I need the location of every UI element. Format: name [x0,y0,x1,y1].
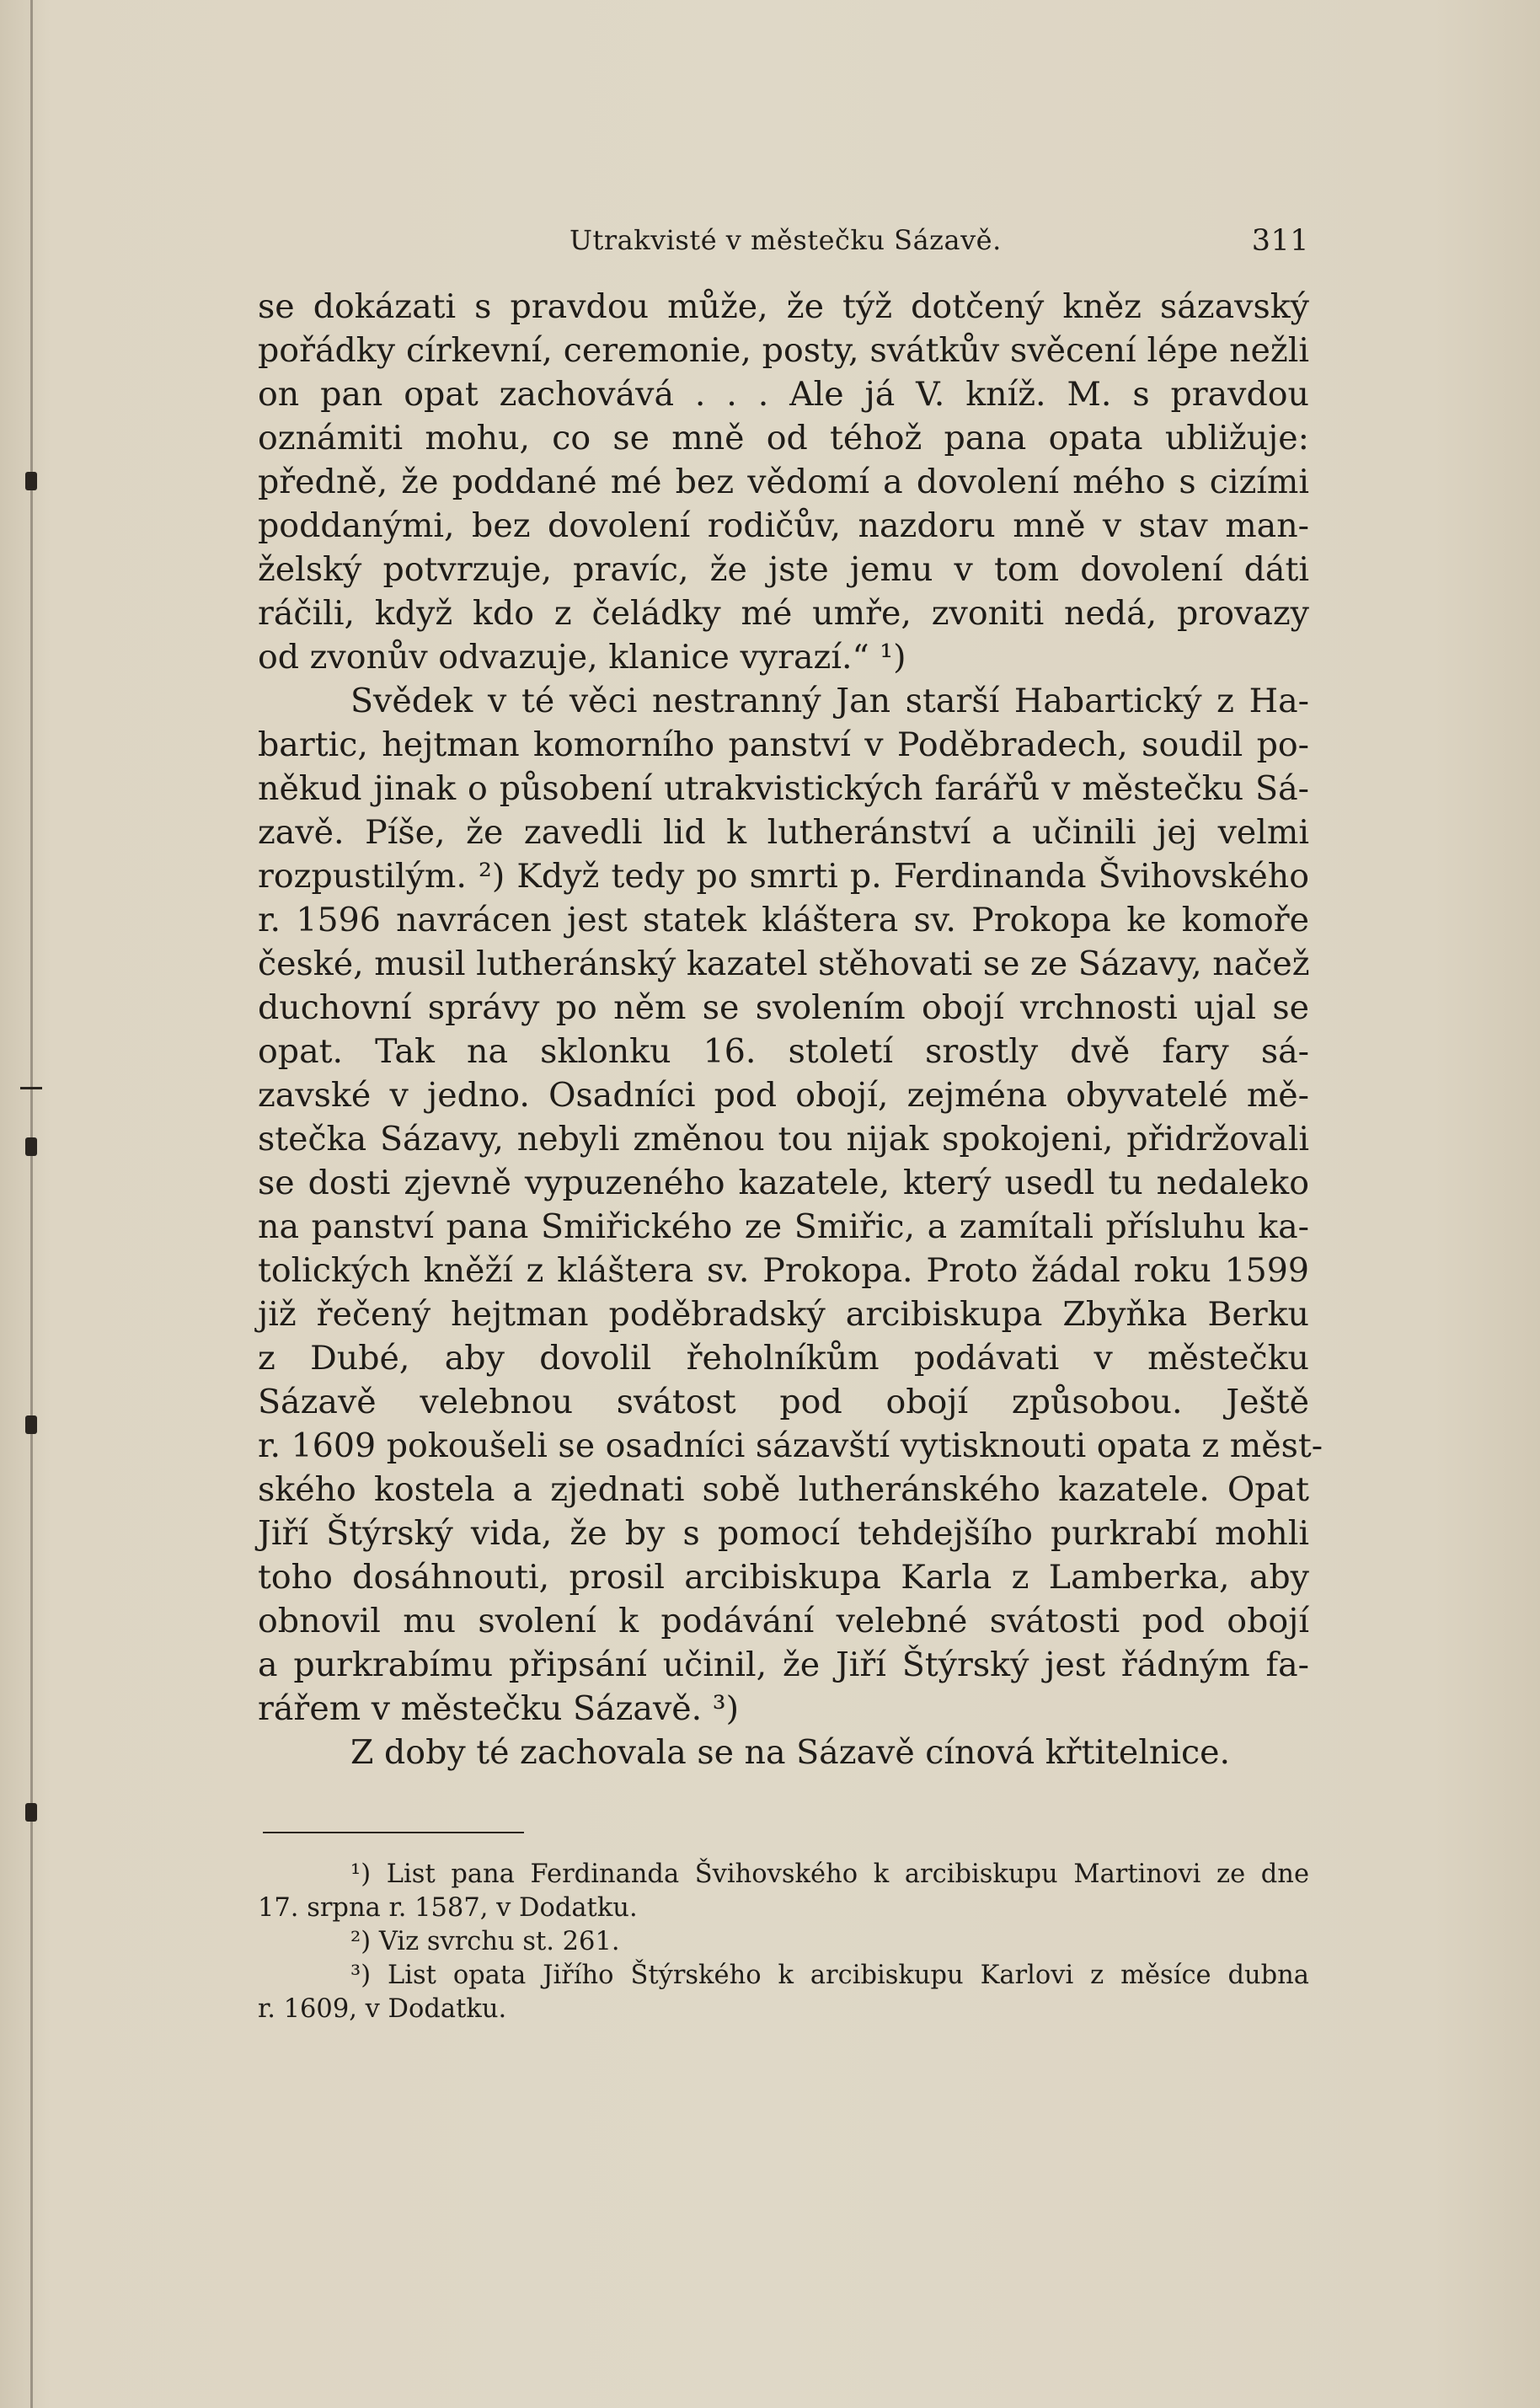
footnotes [258,1858,1309,2026]
text-line: r. 1596 navrácen jest statek kláštera sv. Prokopa ke komoře [258,901,1309,939]
text-line: Sázavě velebnou svátost pod obojí způsobou. Ještě [258,1383,1309,1421]
text-line: opat. Tak na sklonku 16. století srostly dvě fary sá- [258,1032,1309,1071]
running-title: Utrakvisté v městečku Sázavě. [569,224,1002,256]
footnote-line: ²) Viz svrchu st. 261. [350,1927,620,1956]
text-line: ráčili, když kdo z čeládky mé umře, zvoniti nedá, provazy [258,594,1309,633]
text-line: se dokázati s pravdou může, že týž dotčený kněz sázavský [258,287,1309,326]
text-line: toho dosáhnouti, prosil arcibiskupa Karla z Lamberka, aby [258,1558,1309,1597]
text-line: Z doby té zachovala se na Sázavě cínová křtitelnice. [350,1733,1231,1772]
footnote-line: ¹) List pana Ferdinanda Švihovského k arcibiskupu Martinovi ze dne [350,1860,1309,1889]
text-line: české, musil lutheránský kazatel stěhovati se ze Sázavy, načež [258,944,1310,983]
text-line: z Dubé, aby dovolil řeholníkům podávati v městečku [258,1339,1309,1378]
text-line: se dosti zjevně vypuzeného kazatele, který usedl tu nedaleko [258,1164,1309,1202]
margin-mark [25,472,37,490]
text-line: Svědek v té věci nestranný Jan starší Habartický z Ha- [350,682,1309,720]
footnote-line: ³) List opata Jiřího Štýrského k arcibiskupu Karlovi z měsíce dubna [350,1961,1309,1990]
running-header [253,221,1314,263]
margin-mark [25,1137,37,1156]
margin-mark [25,1803,37,1822]
text-line: želský potvrzuje, pravíc, že jste jemu v tom dovolení dáti [258,550,1309,589]
page-number: 311 [1251,224,1309,258]
text-line: Jiří Štýrský vida, že by s pomocí tehdejšího purkrabí mohli [258,1514,1309,1553]
text-line: obnovil mu svolení k podávání velebné svátosti pod obojí [258,1602,1309,1640]
text-line: rářem v městečku Sázavě. ³) [258,1689,739,1728]
footnote-rule [263,1832,524,1833]
main-text [258,285,1323,1774]
footnote-line: 17. srpna r. 1587, v Dodatku. [258,1893,638,1923]
margin-mark [20,1087,42,1089]
text-line: r. 1609 pokoušeli se osadníci sázavští vytisknouti opata z měst- [258,1426,1323,1465]
book-spine-edge [30,0,33,2408]
text-line: poddanými, bez dovolení rodičův, nazdoru mně v stav man- [258,506,1309,545]
text-line: zavské v jedno. Osadníci pod obojí, zejména obyvatelé mě- [258,1076,1309,1115]
text-line: ského kostela a zjednati sobě lutheránského kazatele. Opat [258,1470,1309,1509]
text-line: od zvonův odvazuje, klanice vyrazí.“ ¹) [258,638,906,677]
text-line: on pan opat zachovává . . . Ale já V. kníž. M. s pravdou [258,375,1309,414]
text-line: stečka Sázavy, nebyli změnou tou nijak spokojeni, přidržovali [258,1120,1309,1159]
text-line: někud jinak o působení utrakvistických farářů v městečku Sá- [258,769,1309,808]
text-line: oznámiti mohu, co se mně od téhož pana opata ubližuje: [258,419,1309,458]
text-line: zavě. Píše, že zavedli lid k lutheránství a učinili jej velmi [258,813,1309,852]
text-line: na panství pana Smiřického ze Smiřic, a zamítali přísluhu ka- [258,1207,1309,1246]
text-line: a purkrabímu připsání učinil, že Jiří Štýrský jest řádným fa- [258,1645,1309,1684]
footnote-line: r. 1609, v Dodatku. [258,1994,507,2024]
text-line: pořádky církevní, ceremonie, posty, svátkův svěcení lépe nežli [258,331,1309,370]
margin-mark [25,1415,37,1434]
text-line: rozpustilým. ²) Když tedy po smrti p. Ferdinanda Švihovského [258,857,1309,896]
text-line: duchovní správy po něm se svolením obojí vrchnosti ujal se [258,988,1309,1027]
text-line: již řečený hejtman poděbradský arcibiskupa Zbyňka Berku [258,1295,1309,1334]
text-line: tolických kněží z kláštera sv. Prokopa. Proto žádal roku 1599 [258,1251,1309,1290]
text-line: předně, že poddané mé bez vědomí a dovolení mého s cizími [258,463,1309,501]
text-line: bartic, hejtman komorního panství v Poděbradech, soudil po- [258,725,1309,764]
